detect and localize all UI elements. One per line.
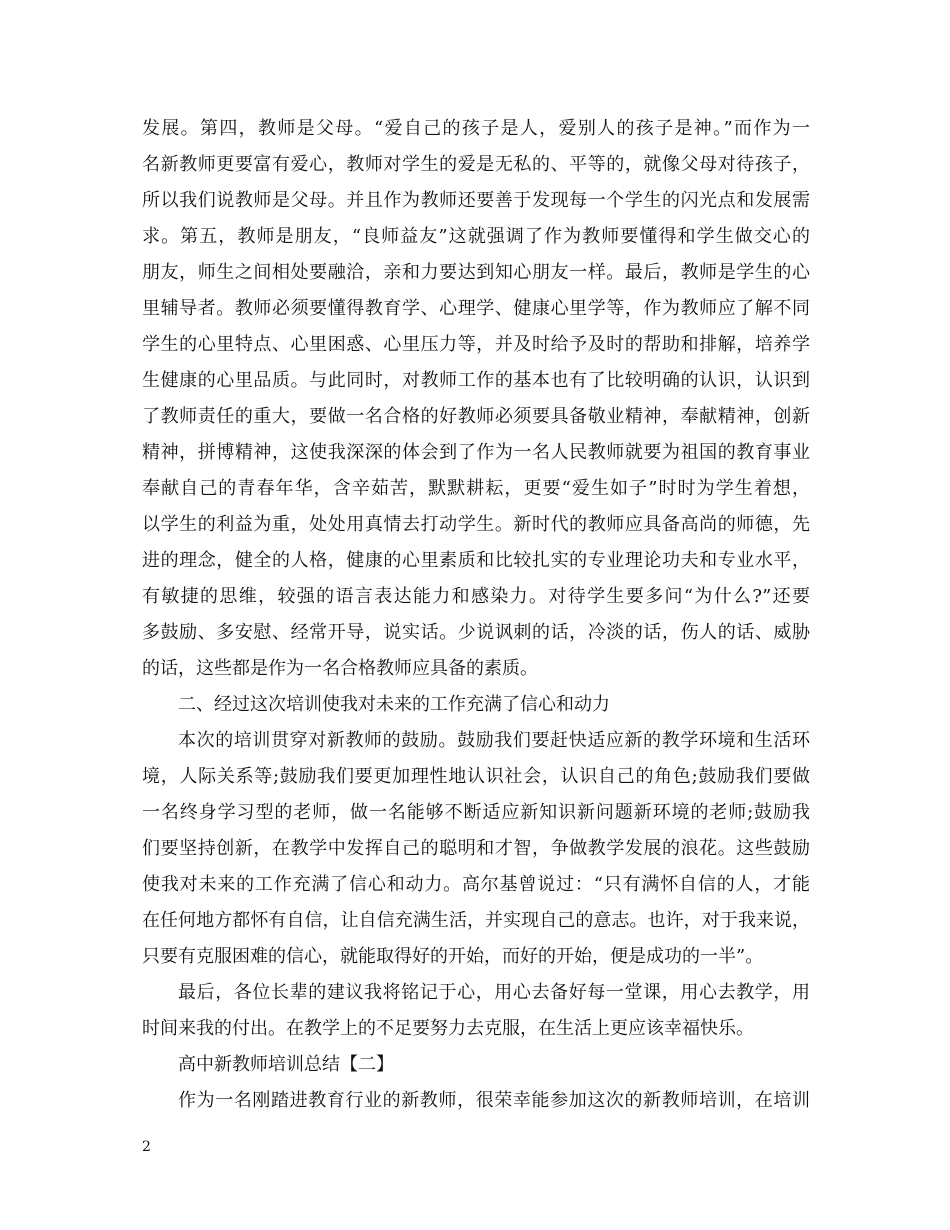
- text-line: 作为一名刚踏进教育行业的新教师，很荣幸能参加这次的新教师培训，在培训: [178, 1090, 810, 1111]
- text-line: 生健康的心里品质。与此同时，对教师工作的基本也有了比较明确的认识，认识到: [142, 370, 810, 391]
- body-text: [142, 111, 810, 1119]
- text-line: 时间来我的付出。在教学上的不足要努力去克服，在生活上更应该幸福快乐。: [142, 1018, 754, 1039]
- text-line: 学生的心里特点、心里困惑、心里压力等，并及时给予及时的帮助和排解，培养学: [142, 334, 810, 355]
- text-line: 里辅导者。教师必须要懂得教育学、心理学、健康心里学等，作为教师应了解不同: [142, 298, 810, 319]
- page-number: 2: [142, 1139, 151, 1155]
- text-line: 在任何地方都怀有自信，让自信充满生活，并实现自己的意志。也许，对于我来说，: [142, 910, 810, 931]
- text-line: 发展。第四，教师是父母。“爱自己的孩子是人，爱别人的孩子是神。”而作为一: [142, 118, 810, 139]
- text-line: 名新教师更要富有爱心，教师对学生的爱是无私的、平等的，就像父母对待孩子，: [142, 154, 810, 175]
- text-line: 使我对未来的工作充满了信心和动力。高尔基曾说过：“只有满怀自信的人，才能: [142, 874, 810, 895]
- text-line: 精神，拼博精神，这使我深深的体会到了作为一名人民教师就要为祖国的教育事业: [142, 442, 810, 463]
- text-line: 奉献自己的青春年华，含辛茹苦，默默耕耘，更要“爱生如子”时时为学生着想，: [142, 478, 810, 499]
- text-line: 多鼓励、多安慰、经常开导，说实话。少说讽刺的话，冷淡的话，伤人的话、威胁: [142, 622, 810, 643]
- text-line: 所以我们说教师是父母。并且作为教师还要善于发现每一个学生的闪光点和发展需: [142, 190, 810, 211]
- text-line: 最后，各位长辈的建议我将铭记于心，用心去备好每一堂课，用心去教学，用: [178, 982, 810, 1003]
- text-line: 一名终身学习型的老师，做一名能够不断适应新知识新问题新环境的老师;鼓励我: [142, 802, 810, 823]
- text-line: 了教师责任的重大，要做一名合格的好教师必须要具备敬业精神，奉献精神，创新: [142, 406, 810, 427]
- text-line: 高中新教师培训总结【二】: [178, 1054, 394, 1075]
- text-line: 们要坚持创新，在教学中发挥自己的聪明和才智，争做教学发展的浪花。这些鼓励: [142, 838, 810, 859]
- text-line: 进的理念，健全的人格，健康的心里素质和比较扎实的专业理论功夫和专业水平，: [142, 550, 810, 571]
- text-line: 只要有克服困难的信心，就能取得好的开始，而好的开始，便是成功的一半”。: [142, 946, 764, 967]
- text-line: 朋友，师生之间相处要融洽，亲和力要达到知心朋友一样。最后，教师是学生的心: [142, 262, 810, 283]
- text-line: 的话，这些都是作为一名合格教师应具备的素质。: [142, 658, 538, 679]
- text-line: 境，人际关系等;鼓励我们要更加理性地认识社会，认识自己的角色;鼓励我们要做: [142, 766, 810, 787]
- text-line: 有敏捷的思维，较强的语言表达能力和感染力。对待学生要多问“为什么?”还要: [142, 586, 810, 607]
- text-line: 二、经过这次培训使我对未来的工作充满了信心和动力: [178, 694, 610, 715]
- text-line: 本次的培训贯穿对新教师的鼓励。鼓励我们要赶快适应新的教学环境和生活环: [178, 730, 810, 751]
- text-line: 求。第五，教师是朋友，“良师益友”这就强调了作为教师要懂得和学生做交心的: [142, 226, 810, 247]
- text-line: 以学生的利益为重，处处用真情去打动学生。新时代的教师应具备高尚的师德，先: [142, 514, 810, 535]
